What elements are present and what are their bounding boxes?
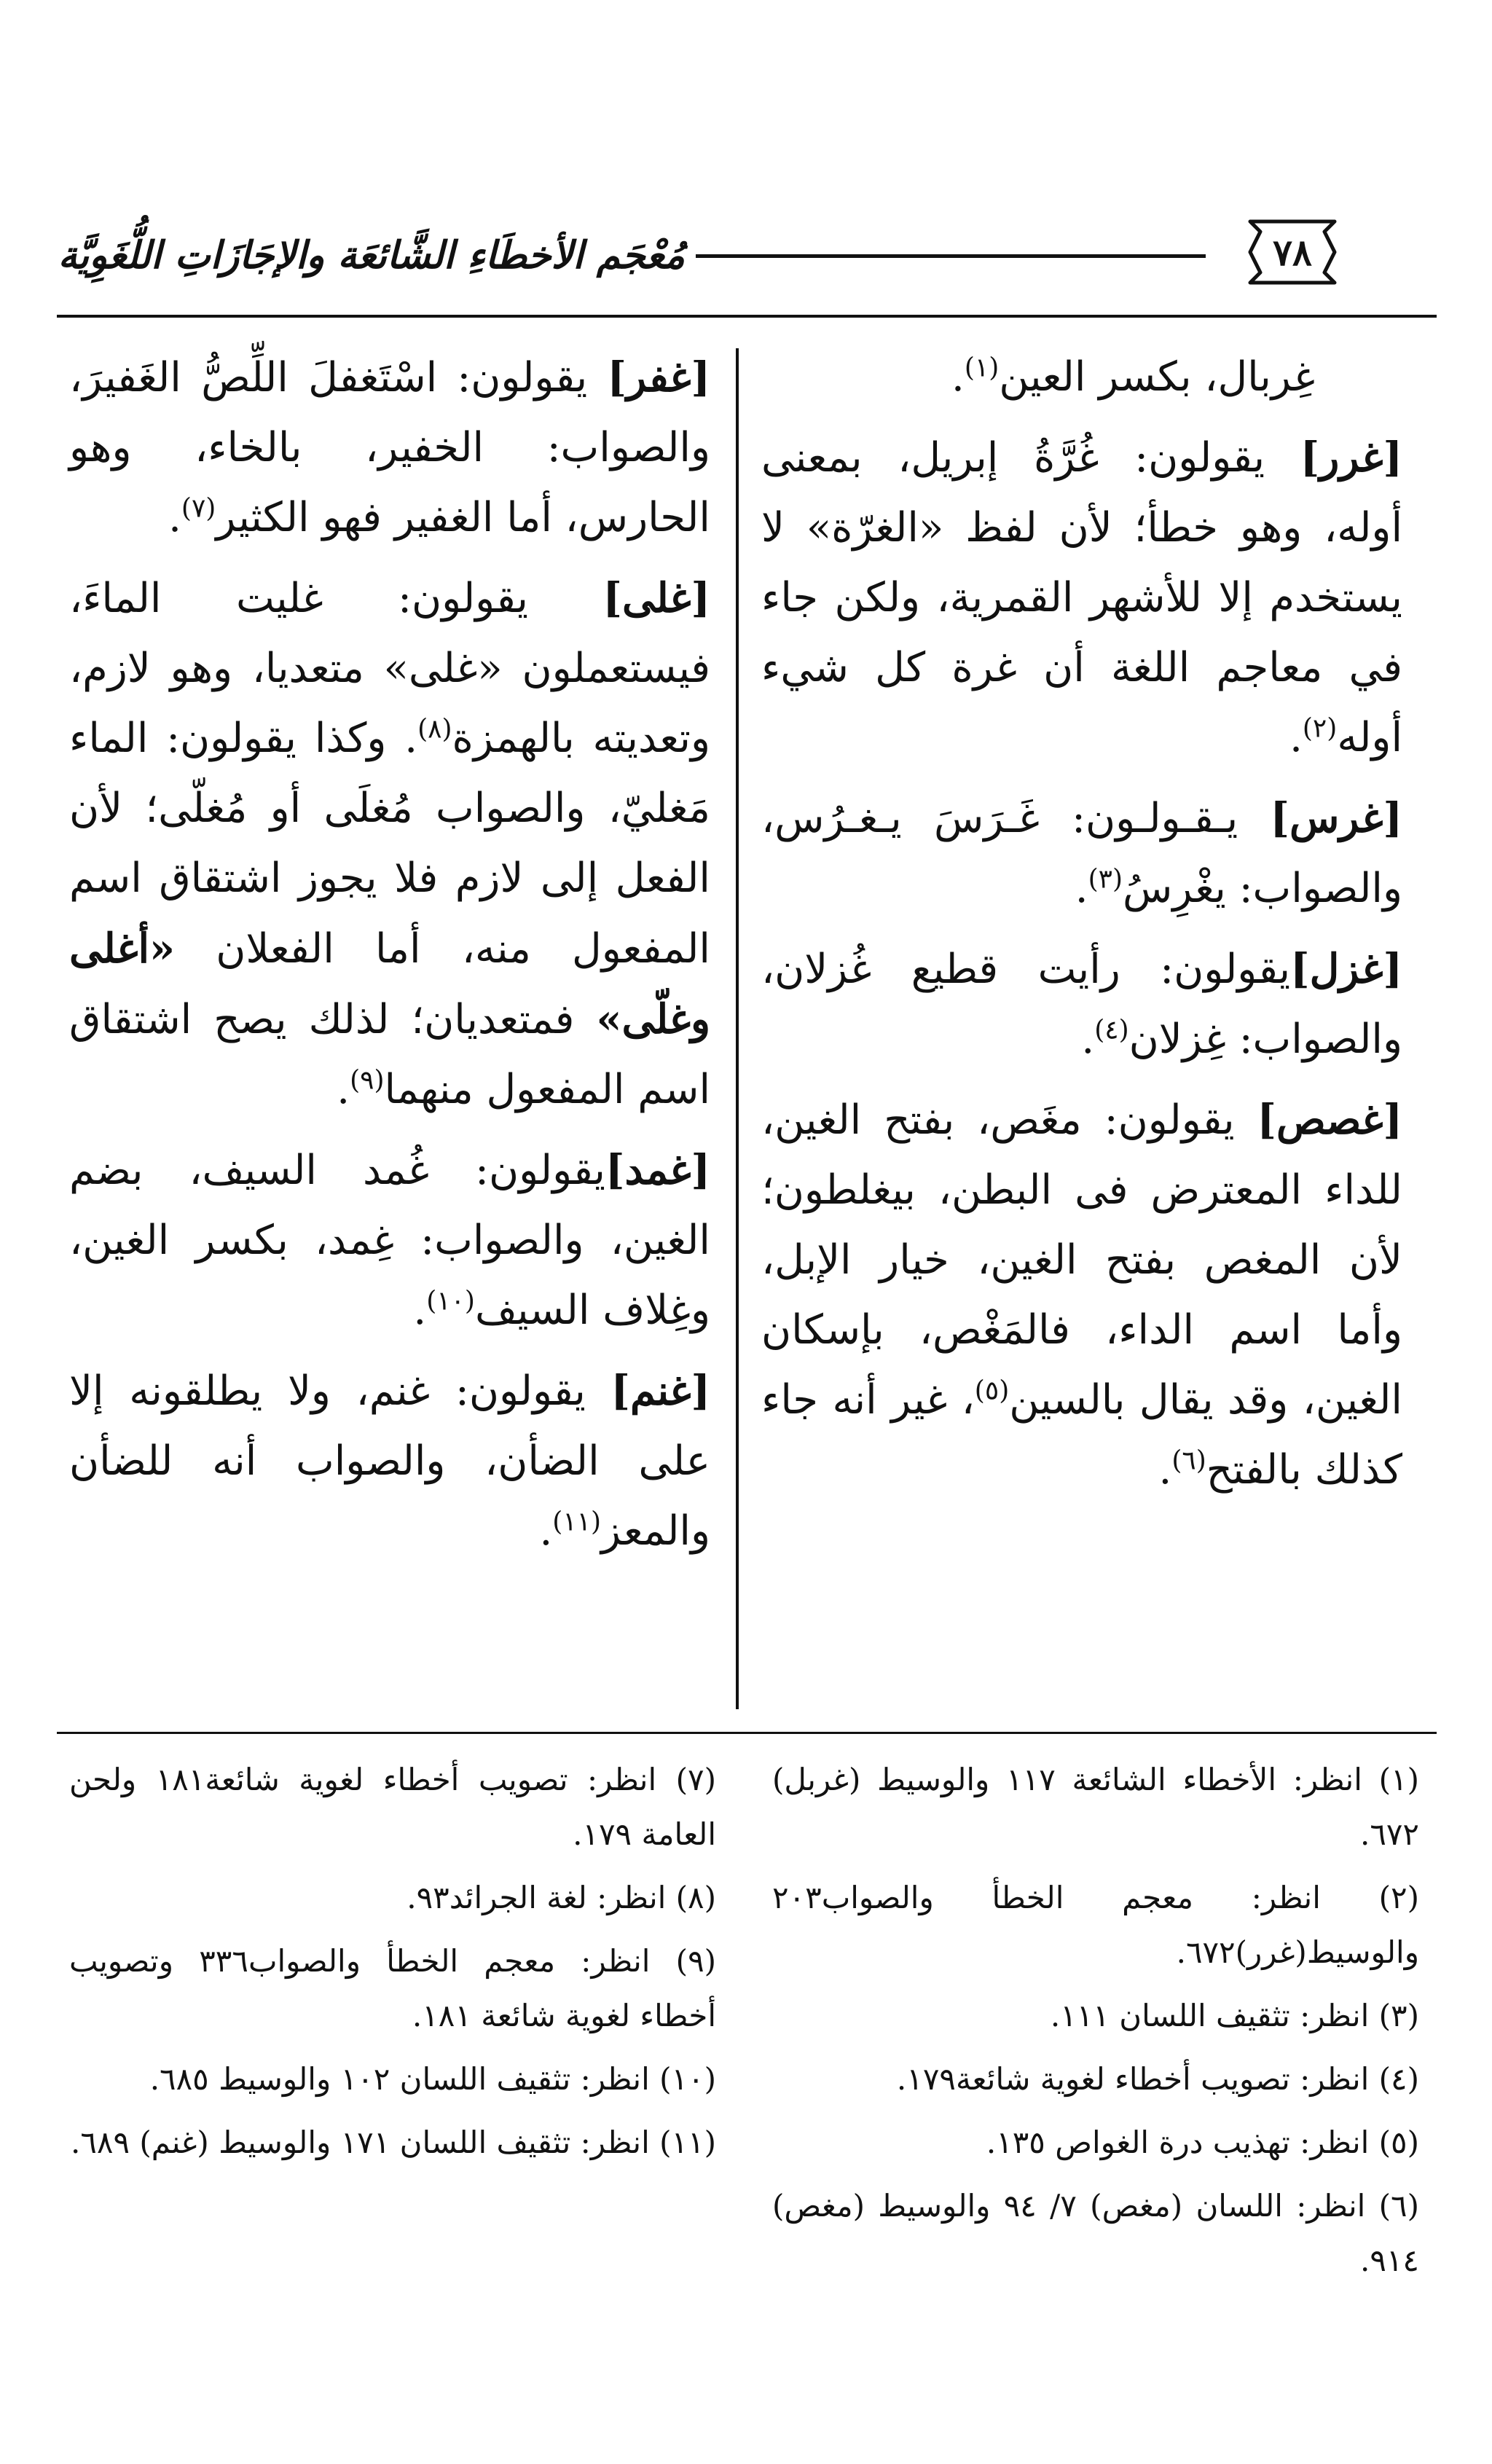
entry-ghzl: [غزل]يقولون: رأيت قطيع غُزلان، والصواب: غِزلان$^{(٤)}$. [761, 945, 1402, 1063]
headword: [غنم] [610, 1367, 710, 1415]
entry-ghss: [غصص] يقولون: مغَص، بفتح الغين، للداء المعترض فى البطن، بيغلطون؛ لأن المغص بفتح الغين، خيار الإبل، وأما اسم الداء، فالمَغْص، بإسكان الغين، وقد يقال بالسين$^{(٥)}$، غير أنه جاء كذلك بالفتح$^{(٦)}$. [761, 1096, 1402, 1494]
right-column [761, 342, 1402, 1515]
footnote: (١١) انظر: تثقيف اللسان ١٧١ والوسيط (غنم) ٦٨٩. [70, 2124, 716, 2160]
headword: [غرر] [1300, 433, 1402, 482]
footnote: (٣) انظر: تثقيف اللسان ١١١. [1050, 1998, 1419, 2033]
footnotes-left [69, 1752, 716, 2178]
headword: [غرس] [1270, 794, 1402, 842]
entry-ghmd: [غمد]يقولون: غُمد السيف، بضم الغين، والصواب: غِمد، بكسر الغين، وغِلاف السيف$^{(١٠)}$. [69, 1146, 710, 1334]
header-rule [696, 254, 1206, 258]
footnote: (٩) انظر: معجم الخطأ والصواب٣٣٦ وتصويب أخطاء لغوية شائعة ١٨١. [69, 1943, 717, 2033]
footnote: (١٠) انظر: تثقيف اللسان ١٠٢ والوسيط ٦٨٥. [149, 2061, 716, 2097]
entry-ghirbal-continuation: غِربال، بكسر العين$^{(١)}$. [951, 353, 1315, 401]
footnote: (٨) انظر: لغة الجرائد٩٣. [407, 1880, 716, 1915]
running-title: مُعْجَم الأخطَاءِ الشَّائعَة والإجَازَاتِ اللُّغَوِيَّة [58, 232, 685, 278]
entry-ghrr: [غرر] يقولون: غُرَّةُ إبريل، بمعنى أوله، وهو خطأ؛ لأن لفظ «الغرّة» لا يستخدم إلا للأشهر القمرية، ولكن جاء في معاجم اللغة أن غرة كل شيء أوله$^{(٢)}$. [761, 433, 1402, 761]
entry-ghnm: [غنم] يقولون: غنم، ولا يطلقونه إلا على الضأن، والصواب أنه للضأن والمعز$^{(١١)}$. [69, 1367, 710, 1555]
page-number: ٧٨ [1273, 230, 1312, 274]
headword: [غمد] [605, 1146, 710, 1194]
entry-ghla: [غلى] يقولون: غليت الماءَ، فيستعملون «غلى» متعديا، وهو لازم، وتعديته بالهمزة$^{(٨)}$. وكذا يقولون: الماء مَغليّ، والصواب مُغلَى أو مُغلّى؛ لأن الفعل إلى لازم فلا يجوز اشتقاق اسم المفعول منه، أما الفعلان «أغلى وغلّى» فمتعديان؛ لذلك يصح اشتقاق اسم المفعول منهما$^{(٩)}$. [69, 574, 710, 1113]
headword: [غصص] [1257, 1096, 1402, 1144]
page-number-badge [1228, 217, 1356, 287]
footnote-rule [57, 1732, 1437, 1734]
entry-ghrs: [غرس] يـقـولـون: غَـرَسَ يـغـرُس، والصواب: يغْرِسُ$^{(٣)}$. [761, 794, 1402, 912]
footnote: (٤) انظر: تصويب أخطاء لغوية شائعة١٧٩. [896, 2061, 1419, 2097]
left-column [69, 342, 710, 1577]
footnote: (٢) انظر: معجم الخطأ والصواب٢٠٣ والوسيط(غرر)٦٧٢. [772, 1880, 1419, 1970]
footnote: (٦) انظر: اللسان (مغص) ٧/ ٩٤ والوسيط (مغص) ٩١٤. [772, 2188, 1419, 2278]
header-bottom-rule [57, 315, 1437, 318]
entry-ghfr: [غفر] يقولون: اسْتَغفلَ اللِّصُّ الغَفيرَ، والصواب: الخفير، بالخاء، وهو الحارس، أما الغفير فهو الكثير$^{(٧)}$. [69, 353, 710, 541]
headword: [غلى] [602, 574, 710, 622]
headword: [غفر] [607, 353, 710, 401]
footnote: (١) انظر: الأخطاء الشائعة ١١٧ والوسيط (غربل) ٦٧٢. [772, 1762, 1419, 1852]
footnotes-right [772, 1752, 1419, 2296]
column-divider [736, 348, 739, 1709]
footnote: (٥) انظر: تهذيب درة الغواص ١٣٥. [986, 2124, 1419, 2160]
headword: [غزل] [1290, 945, 1402, 993]
footnote: (٧) انظر: تصويب أخطاء لغوية شائعة١٨١ ولحن العامة ١٧٩. [69, 1762, 716, 1852]
